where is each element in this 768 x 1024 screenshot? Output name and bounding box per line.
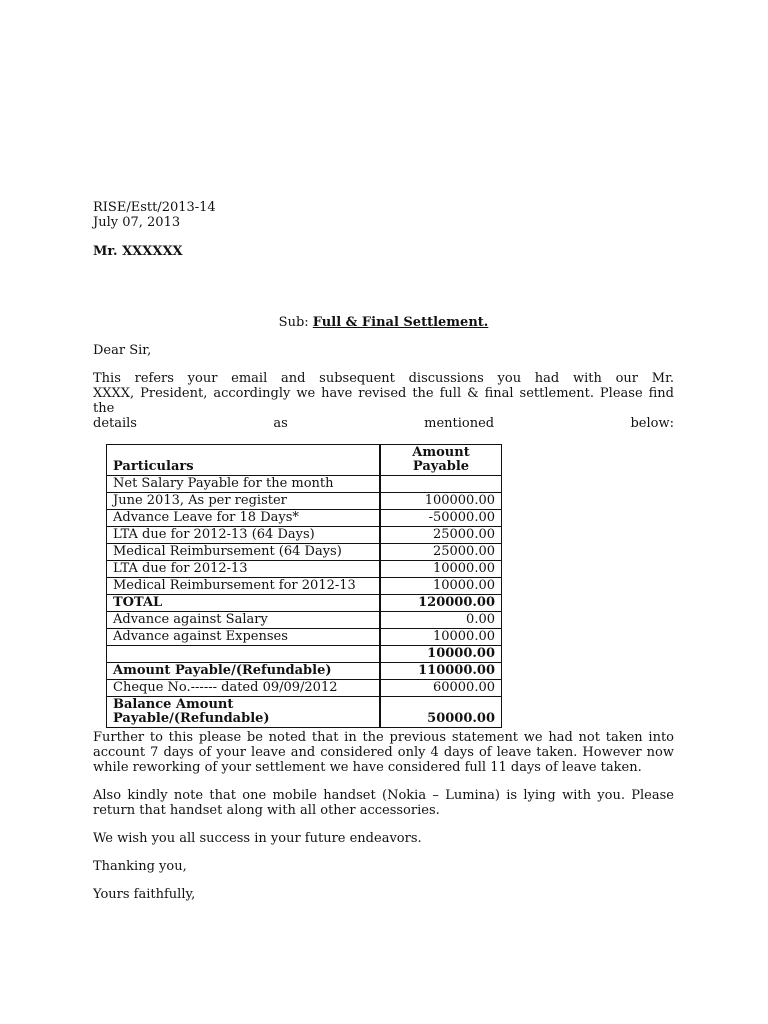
subject-prefix: Sub: (278, 315, 313, 330)
header-particulars: Particulars (107, 445, 381, 476)
row-label: TOTAL (107, 595, 381, 612)
table-row (107, 493, 502, 510)
row-amount: 10000.00 (380, 646, 502, 663)
settlement-table (106, 444, 502, 728)
row-label: Advance Leave for 18 Days* (107, 510, 381, 527)
subject-line (93, 315, 674, 330)
row-amount: -50000.00 (380, 510, 502, 527)
intro-line-3: details as mentioned below: (93, 416, 674, 431)
balance-amount: 50000.00 (380, 697, 502, 728)
header-amount-line1: Amount (412, 445, 470, 460)
table-body (107, 476, 502, 697)
row-label: Net Salary Payable for the month (107, 476, 381, 493)
row-label: LTA due for 2012-13 (107, 561, 381, 578)
row-label: Amount Payable/(Refundable) (107, 663, 381, 680)
subject-text: Full & Final Settlement. (312, 315, 489, 330)
table-row (107, 680, 502, 697)
row-amount: 0.00 (380, 612, 502, 629)
table-row (107, 510, 502, 527)
balance-label-line1: Balance Amount (113, 697, 234, 712)
table-row (107, 544, 502, 561)
row-amount: 100000.00 (380, 493, 502, 510)
paragraph-leave-note: Further to this please be noted that in the previous statement we had not taken into account 7 days of your leave and considered only 4 days of leave taken. However now while reworking of your settlement we have considered full 11 days of leave taken. (93, 730, 674, 775)
intro-paragraph (93, 371, 674, 431)
thanks-line: Thanking you, (93, 859, 187, 874)
balance-label (107, 697, 381, 728)
salutation: Dear Sir, (93, 343, 152, 358)
paragraph-wishes: We wish you all success in your future endeavors. (93, 831, 422, 846)
row-label: Medical Reimbursement for 2012-13 (107, 578, 381, 595)
table-row (107, 578, 502, 595)
table-row (107, 612, 502, 629)
row-amount: 25000.00 (380, 527, 502, 544)
row-amount: 120000.00 (380, 595, 502, 612)
row-label: Advance against Salary (107, 612, 381, 629)
table-row (107, 595, 502, 612)
row-label: LTA due for 2012-13 (64 Days) (107, 527, 381, 544)
table-row (107, 476, 502, 493)
header-amount-line2: Payable (412, 459, 470, 474)
table-header-row (107, 445, 502, 476)
addressee: Mr. XXXXXX (93, 244, 183, 259)
row-amount: 25000.00 (380, 544, 502, 561)
row-amount (380, 476, 502, 493)
row-amount: 10000.00 (380, 561, 502, 578)
reference-number: RISE/Estt/2013-14 (93, 200, 216, 215)
table-row (107, 646, 502, 663)
paragraph-handset-note: Also kindly note that one mobile handset (Nokia – Lumina) is lying with you. Please return that handset along with all other accessories. (93, 788, 674, 818)
row-amount: 10000.00 (380, 578, 502, 595)
table-row (107, 527, 502, 544)
intro-line-2: XXXX, President, accordingly we have revised the full & final settlement. Please find the (93, 386, 674, 416)
row-amount: 60000.00 (380, 680, 502, 697)
row-label (107, 646, 381, 663)
row-amount: 10000.00 (380, 629, 502, 646)
table-row-balance (107, 697, 502, 728)
table-row (107, 663, 502, 680)
row-label: Medical Reimbursement (64 Days) (107, 544, 381, 561)
closing-line: Yours faithfully, (93, 887, 196, 902)
letter-body (93, 200, 674, 431)
row-label: Advance against Expenses (107, 629, 381, 646)
balance-label-line2: Payable/(Refundable) (113, 711, 270, 726)
letter-date: July 07, 2013 (93, 215, 181, 230)
intro-line-1: This refers your email and subsequent discussions you had with our Mr. (93, 371, 674, 386)
row-amount: 110000.00 (380, 663, 502, 680)
row-label: Cheque No.------ dated 09/09/2012 (107, 680, 381, 697)
letter-closing-section (93, 730, 674, 902)
table-row (107, 561, 502, 578)
header-amount-payable (380, 445, 502, 476)
row-label: June 2013, As per register (107, 493, 381, 510)
table-row (107, 629, 502, 646)
